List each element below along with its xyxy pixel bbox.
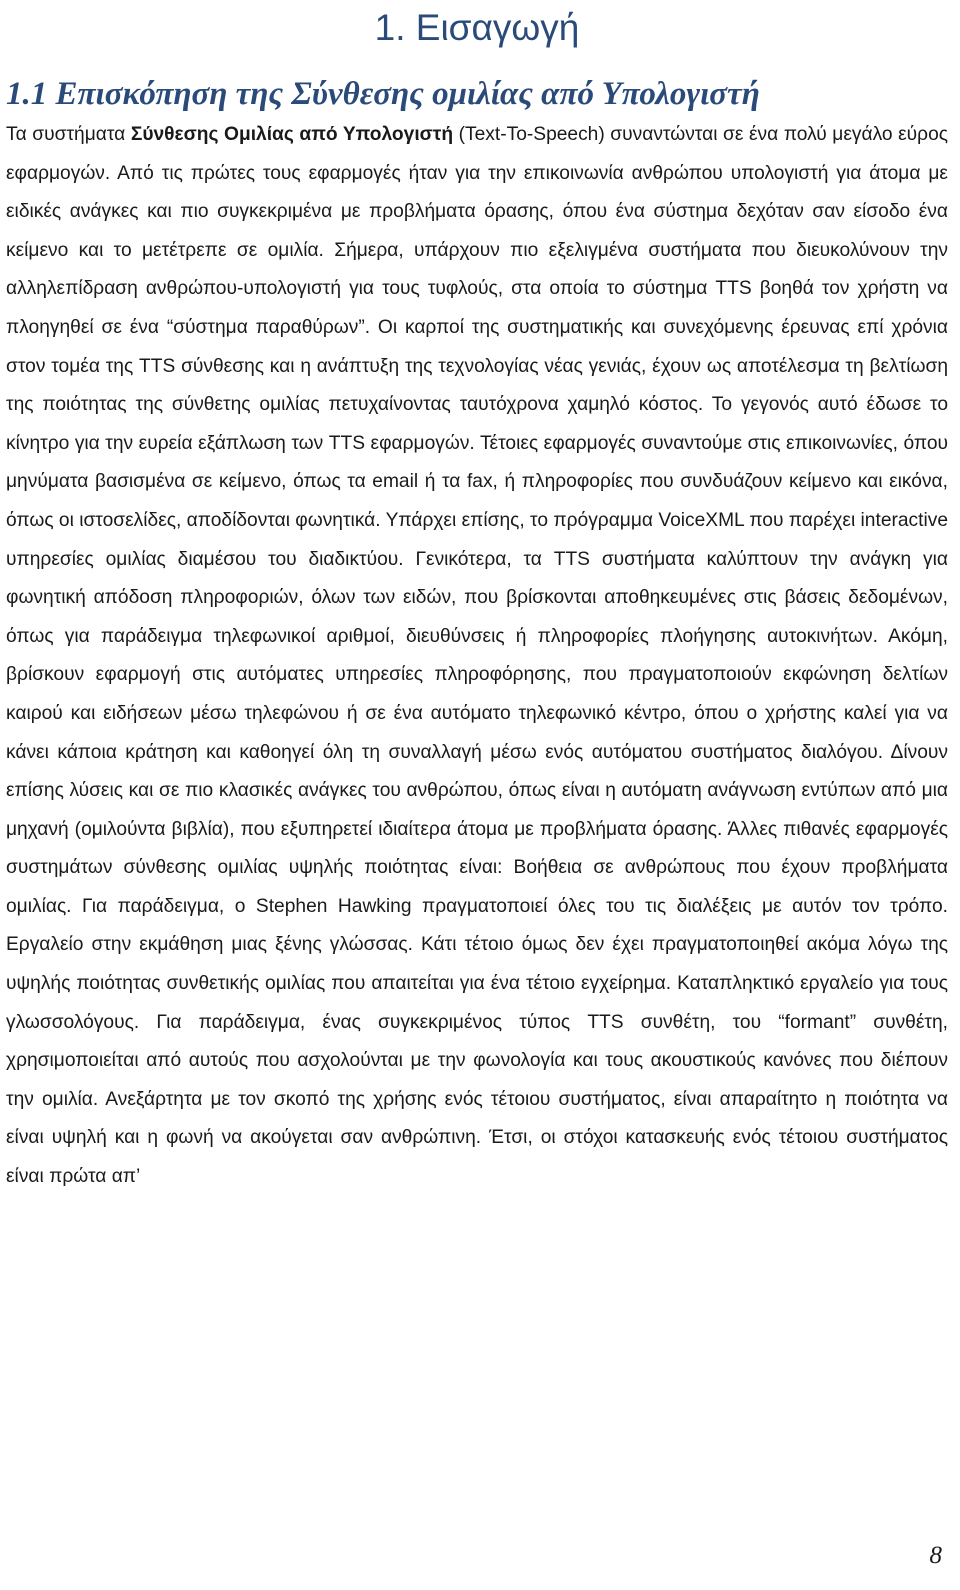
chapter-title: 1. Εισαγωγή — [374, 7, 580, 48]
page-number: 8 — [929, 1542, 942, 1569]
intro-text: Τα συστήματα — [6, 124, 131, 145]
body-paragraph — [6, 116, 948, 1197]
bold-term: Σύνθεσης Ομιλίας από Υπολογιστή — [130, 124, 454, 145]
section-title: 1.1 Επισκόπηση της Σύνθεσης ομιλίας από Υπολογιστή — [6, 76, 760, 112]
paragraph-text: (Text-To-Speech) συναντώνται σε ένα πολύ μεγάλο εύρος εφαρμογών. Από τις πρώτες τους εφαρμογές ήταν για την επικοινωνία ανθρώπου υπολογιστή για άτομα με ειδικές ανάγκες και πιο συγκεκριμένα με προβλήματα όρασης, όπου ένα σύστημα δεχόταν σαν είσοδο ένα κείμενο και το μετέτρεπε σε ομιλία. Σήμερα, υπάρχουν πιο εξελιγμένα συστήματα που διευκολύνουν την αλληλεπίδραση ανθρώπου-υπολογιστή για τους τυφλούς, στα οποία το σύστημα TTS βοηθά τον χρήστη να πλοηγηθεί σε ένα “σύστημα παραθύρων”. Οι καρποί της συστηματικής και συνεχόμενης έρευνας επί χρόνια στον τομέα της TTS σύνθεσης και η ανάπτυξη της τεχνολογίας νέας γενιάς, έχουν ως αποτέλεσμα τη βελτίωση της ποιότητας της σύνθετης ομιλίας πετυχαίνοντας ταυτόχρονα χαμηλό κόστος. Το γεγονός αυτό έδωσε το κίνητρο για την ευρεία εξάπλωση των TTS εφαρμογών. Τέτοιες εφαρμογές συναντούμε στις επικοινωνίες, όπου μηνύματα βασισμένα σε κείμενο, όπως τα email ή τα fax, ή πληροφορίες που συνδυάζουν κείμενο και εικόνα, όπως οι ιστοσελίδες, αποδίδονται φωνητικά. Υπάρχει επίσης, το πρόγραμμα VoiceXML που παρέχει interactive υπηρεσίες ομιλίας διαμέσου του διαδικτύου. Γενικότερα, τα TTS συστήματα καλύπτουν την ανάγκη για φωνητική απόδοση πληροφοριών, όλων των ειδών, που βρίσκονται αποθηκευμένες στις βάσεις δεδομένων, όπως για παράδειγμα τηλεφωνικοί αριθμοί, διευθύνσεις ή πληροφορίες πλοήγησης αυτοκινήτων. Ακόμη, βρίσκουν εφαρμογή στις αυτόματες υπηρεσίες πληροφόρησης, που πραγματοποιούν εκφώνηση δελτίων καιρού και ειδήσεων μέσω τηλεφώνου ή σε ένα αυτόματο τηλεφωνικό κέντρο, όπου ο χρήστης καλεί για να κάνει κάποια κράτηση και καθοηγεί όλη τη συναλλαγή μέσω ενός αυτόματου συστήματος διαλόγου. Δίνουν επίσης λύσεις και σε πιο κλασικές ανάγκες του ανθρώπου, όπως είναι η αυτόματη ανάγνωση εντύπων από μια μηχανή (ομιλούντα βιβλία), που εξυπηρετεί ιδιαίτερα άτομα με προβλήματα όρασης. Άλλες πιθανές εφαρμογές συστημάτων σύνθεσης ομιλίας υψηλής ποιότητας είναι: Βοήθεια σε ανθρώπους που έχουν προβλήματα ομιλίας. Για παράδειγμα, ο Stephen Hawking πραγματοποιεί όλες του τις διαλέξεις με αυτόν τον τρόπο. Εργαλείο στην εκμάθηση μιας ξένης γλώσσας. Κάτι τέτοιο όμως δεν έχει πραγματοποιηθεί ακόμα λόγω της υψηλής ποιότητας συνθετικής ομιλίας που απαιτείται για ένα τέτοιο εγχείρημα. Καταπληκτικό εργαλείο για τους γλωσσολόγους. Για παράδειγμα, ένας συγκεκριμένος τύπος TTS συνθέτη, του “formant” συνθέτη, χρησιμοποιείται από αυτούς που ασχολούνται με την φωνολογία και τους ακουστικούς κανόνες που διέπουν την ομιλία. Ανεξάρτητα με τον σκοπό της χρήσης ενός τέτοιου συστήματος, είναι απαραίτητο η ποιότητα να είναι υψηλή και η φωνή να ακούγεται σαν ανθρώπινη. Έτσι, οι στόχοι κατασκευής ενός τέτοιου συστήματος είναι πρώτα απ’ — [6, 124, 949, 1188]
